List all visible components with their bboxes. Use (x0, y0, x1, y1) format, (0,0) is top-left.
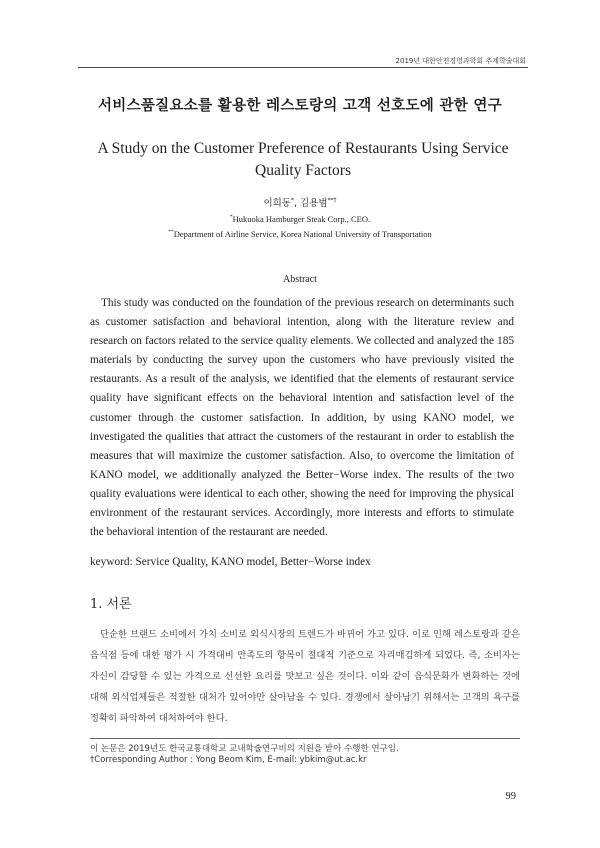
author-1-mark: * (290, 196, 294, 204)
affiliation-1-text: Hukuoka Hamburger Steak Corp., CEO. (232, 214, 371, 224)
title-korean: 서비스품질요소를 활용한 레스토랑의 고객 선호도에 관한 연구 (97, 97, 503, 114)
footnote-funding: 이 논문은 2019년도 한국교통대학교 교내학술연구비의 지원을 받아 수행한 연구임. (90, 744, 399, 754)
author-2: 김용범 (300, 198, 328, 209)
author-1: 이희동 (263, 198, 291, 209)
affiliation-2 (0, 229, 600, 239)
affiliation-1 (0, 214, 600, 224)
author-separator: , (293, 198, 301, 209)
conference-header: 2019년 대한안전경영과학회 추계학술대회 (395, 57, 526, 65)
footnote-rule (90, 738, 520, 739)
keywords: keyword: Service Quality, KANO model, Better−Worse index (90, 556, 371, 568)
abstract-heading: Abstract (283, 274, 317, 285)
page-number: 99 (505, 791, 516, 802)
author-line (0, 195, 600, 209)
footnote-corresponding-author: †Corresponding Author : Yong Beom Kim, E-mail: ybkim@ut.ac.kr (90, 755, 367, 765)
affiliation-1-mark: * (229, 214, 233, 221)
affiliation-2-text: Department of Airline Service, Korea National University of Transportation (173, 229, 432, 239)
abstract-text: This study was conducted on the foundation of the previous research on determinants such as customer satisfaction and behavioral intention, along with the literature review and research on factors related to the service quality elements. We collected and analyzed the 185 materials by conducting the survey upon the customers who have previously visited the restaurants. As a result of the analysis, we identified that the elements of restaurant service quality have significant effects on the behavioral intention and satisfaction level of the customer through the customer satisfaction. In addition, by using KANO model, we investigated the qualities that attract the customers of the restaurant in order to establish the measures that will maximize the customer satisfaction. Also, to overcome the limitation of KANO model, we additionally analyzed the Better−Worse index. The results of the two quality evaluations were identical to each other, showing the need for improving the physical environment of the restaurant services. Accordingly, more interests and efforts to stimulate the behavioral intention of the restaurant are needed. (90, 297, 514, 539)
introduction-paragraph: 단순한 브랜드 소비에서 가치 소비로 외식시장의 트렌드가 바뀌어 가고 있다. 이로 인해 레스토랑과 같은 음식점 등에 대한 평가 시 가격대비 만족도의 항목이 절대적 기준으로 자리매김하게 되었다. 즉, 소비자는 자신이 감당할 수 있는 가격으로 신선한 요리를 맛보고 싶은 것이다. 이와 같이 음식문화가 변화하는 것에 대해 외식업체들은 적절한 대처가 있어야만 살아남을 수 있다. 경쟁에서 살아남기 위해서는 고객의 욕구를 정확히 파악하여 대처하여야 한다. (90, 629, 520, 724)
header-rule (78, 67, 528, 68)
title-english: A Study on the Customer Preference of Restaurants Using Service Quality Factors (97, 140, 509, 179)
affiliation-2-mark: ** (168, 229, 174, 236)
section-heading-introduction: 1. 서론 (90, 597, 132, 612)
author-2-mark: **† (327, 196, 337, 204)
